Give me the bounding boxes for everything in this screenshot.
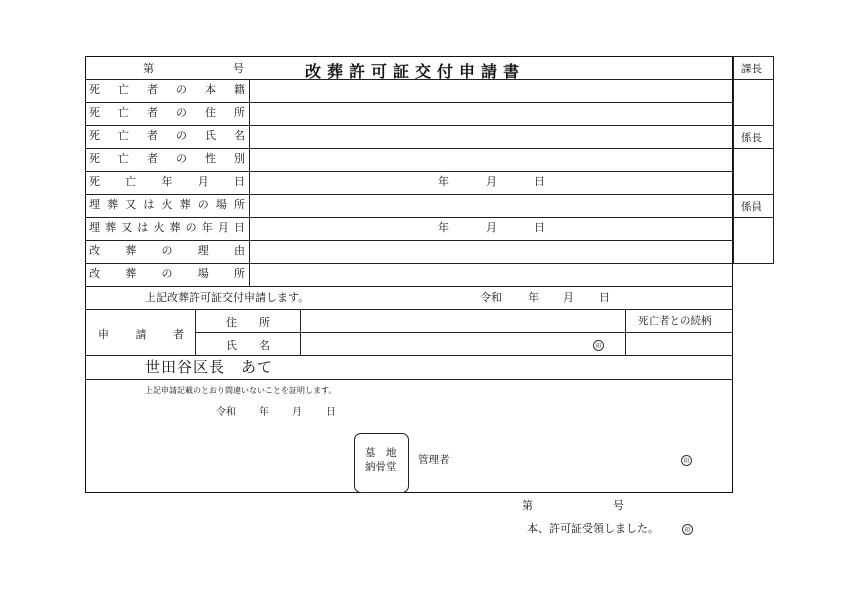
maisou-day[interactable]: 日 [534,221,545,234]
applicant-seal-icon: 印 [593,340,604,351]
applicant-address-field[interactable] [302,311,624,331]
row-label-jusho: 死 亡 者 の 住 所 [89,106,245,119]
shibou-month[interactable]: 月 [486,175,497,188]
kaisou-place-field[interactable] [251,264,731,285]
row-label-maisou-date: 埋 葬 又 は 火 葬 の 年 月 日 [89,221,245,234]
approval-label-kacho: 課長 [741,63,762,75]
receipt-number-dai: 第 [522,499,533,512]
row-label-honseki: 死 亡 者 の 本 籍 [89,83,245,96]
row-label-shimei: 死 亡 者 の 氏 名 [89,129,245,142]
place-nokotsudo: 納骨堂 [365,461,397,473]
shibou-day[interactable]: 日 [534,175,545,188]
row-line [85,379,733,380]
row-label-maisou-place: 埋 葬 又 は 火 葬 の 場 所 [89,198,245,211]
receipt-seal-icon: 印 [682,524,693,535]
maisou-place-field[interactable] [251,195,731,216]
row-line [85,286,733,287]
certification-era: 令和 [216,407,236,418]
applicant-name-label: 氏 名 [226,339,270,352]
approval-label-kakaricho: 係長 [741,132,762,144]
approval-divider [733,217,774,218]
seibetsu-field[interactable] [251,149,731,170]
maisou-year[interactable]: 年 [438,221,449,234]
addressee: 世田谷区長 あて [145,358,274,376]
approval-divider [733,148,774,149]
row-line [85,171,733,172]
row-label-shibou-date: 死 亡 年 月 日 [89,175,245,188]
relation-label: 死亡者との続柄 [638,315,712,327]
applicant-label: 申 請 者 [98,328,184,341]
manager-field[interactable] [470,448,670,468]
place-bochi: 墓 地 [365,447,397,459]
request-month[interactable]: 月 [563,291,574,304]
applicant-divider [195,309,196,355]
shibou-year[interactable]: 年 [438,175,449,188]
request-era: 令和 [480,291,502,304]
row-label-seibetsu: 死 亡 者 の 性 別 [89,152,245,165]
receipt-text: 本、許可証受領しました。 [527,522,659,535]
row-line [85,309,733,310]
label-column-divider [249,79,250,286]
maisou-month[interactable]: 月 [486,221,497,234]
shimei-field[interactable] [251,126,731,147]
receipt-number-go: 号 [613,499,624,512]
applicant-divider [300,309,301,355]
request-day[interactable]: 日 [599,291,610,304]
applicant-divider [625,309,626,355]
manager-seal-icon: 印 [681,455,692,466]
request-year[interactable]: 年 [528,291,539,304]
row-line [85,217,733,218]
row-line [195,332,733,333]
relation-field[interactable] [627,334,731,354]
request-statement: 上記改葬許可証交付申請します。 [145,291,310,304]
row-line [85,355,733,356]
certification-month[interactable]: 月 [292,407,302,418]
honseki-field[interactable] [251,80,731,101]
approval-divider [733,79,774,80]
manager-label: 管理者 [418,454,450,466]
applicant-name-field[interactable] [302,334,582,354]
certification-year[interactable]: 年 [259,407,269,418]
kaisou-reason-field[interactable] [251,241,731,262]
number-label-dai: 第 [143,62,154,75]
certification-day[interactable]: 日 [326,407,336,418]
approval-label-kakariin: 係員 [741,201,762,213]
row-label-kaisou-reason: 改 葬 の 理 由 [89,244,245,257]
number-label-go: 号 [233,62,244,75]
row-label-kaisou-place: 改 葬 の 場 所 [89,267,245,280]
jusho-field[interactable] [251,103,731,124]
certification-text: 上記申請記載のとおり間違いないことを証明します。 [145,386,337,395]
applicant-address-label: 住 所 [226,316,270,329]
form-title: 改葬許可証交付申請書 [304,62,525,81]
